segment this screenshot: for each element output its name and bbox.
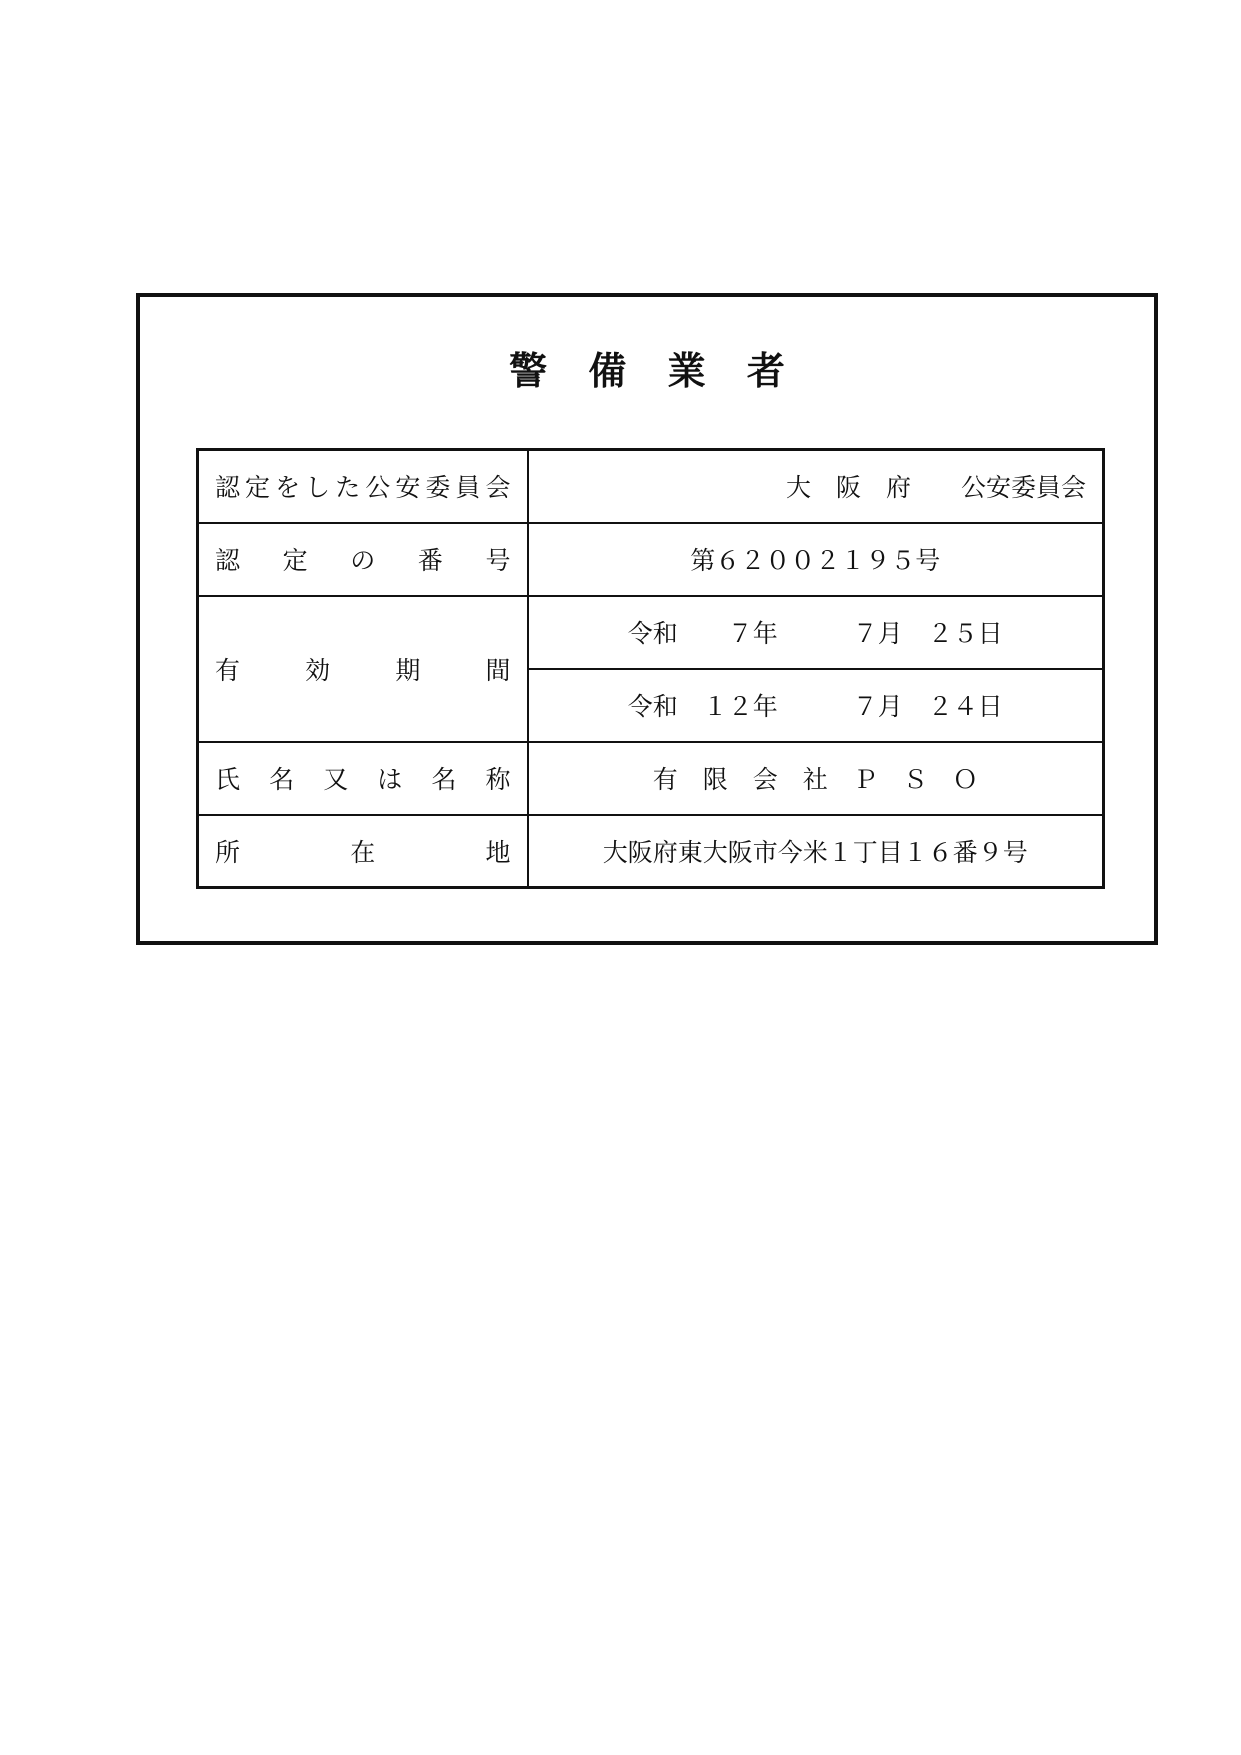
committee-value: 大 阪 府 公安委員会 [528, 450, 1104, 523]
address-value: 大阪府東大阪市今米１丁目１６番９号 [528, 815, 1104, 888]
table-row-validity-from [198, 596, 1104, 669]
committee-label: 認定をした公安委員会 [198, 450, 528, 523]
table-row-committee [198, 450, 1104, 523]
validity-label: 有 効 期 間 [198, 596, 528, 742]
table-row-name [198, 742, 1104, 815]
license-number-value: 第６２００２１９５号 [528, 523, 1104, 596]
address-label: 所 在 地 [198, 815, 528, 888]
sign-title: 警 備 業 者 [509, 349, 799, 393]
table-row-address [198, 815, 1104, 888]
validity-to-value: 令和 １２年 ７月 ２４日 [528, 669, 1104, 742]
company-name-label: 氏 名 又 は 名 称 [198, 742, 528, 815]
company-name-value: 有 限 会 社 Ｐ Ｓ Ｏ [528, 742, 1104, 815]
validity-from-value: 令和 ７年 ７月 ２５日 [528, 596, 1104, 669]
license-number-label: 認 定 の 番 号 [198, 523, 528, 596]
license-info-table [196, 448, 1105, 889]
table-row-number [198, 523, 1104, 596]
security-company-sign [136, 293, 1158, 945]
